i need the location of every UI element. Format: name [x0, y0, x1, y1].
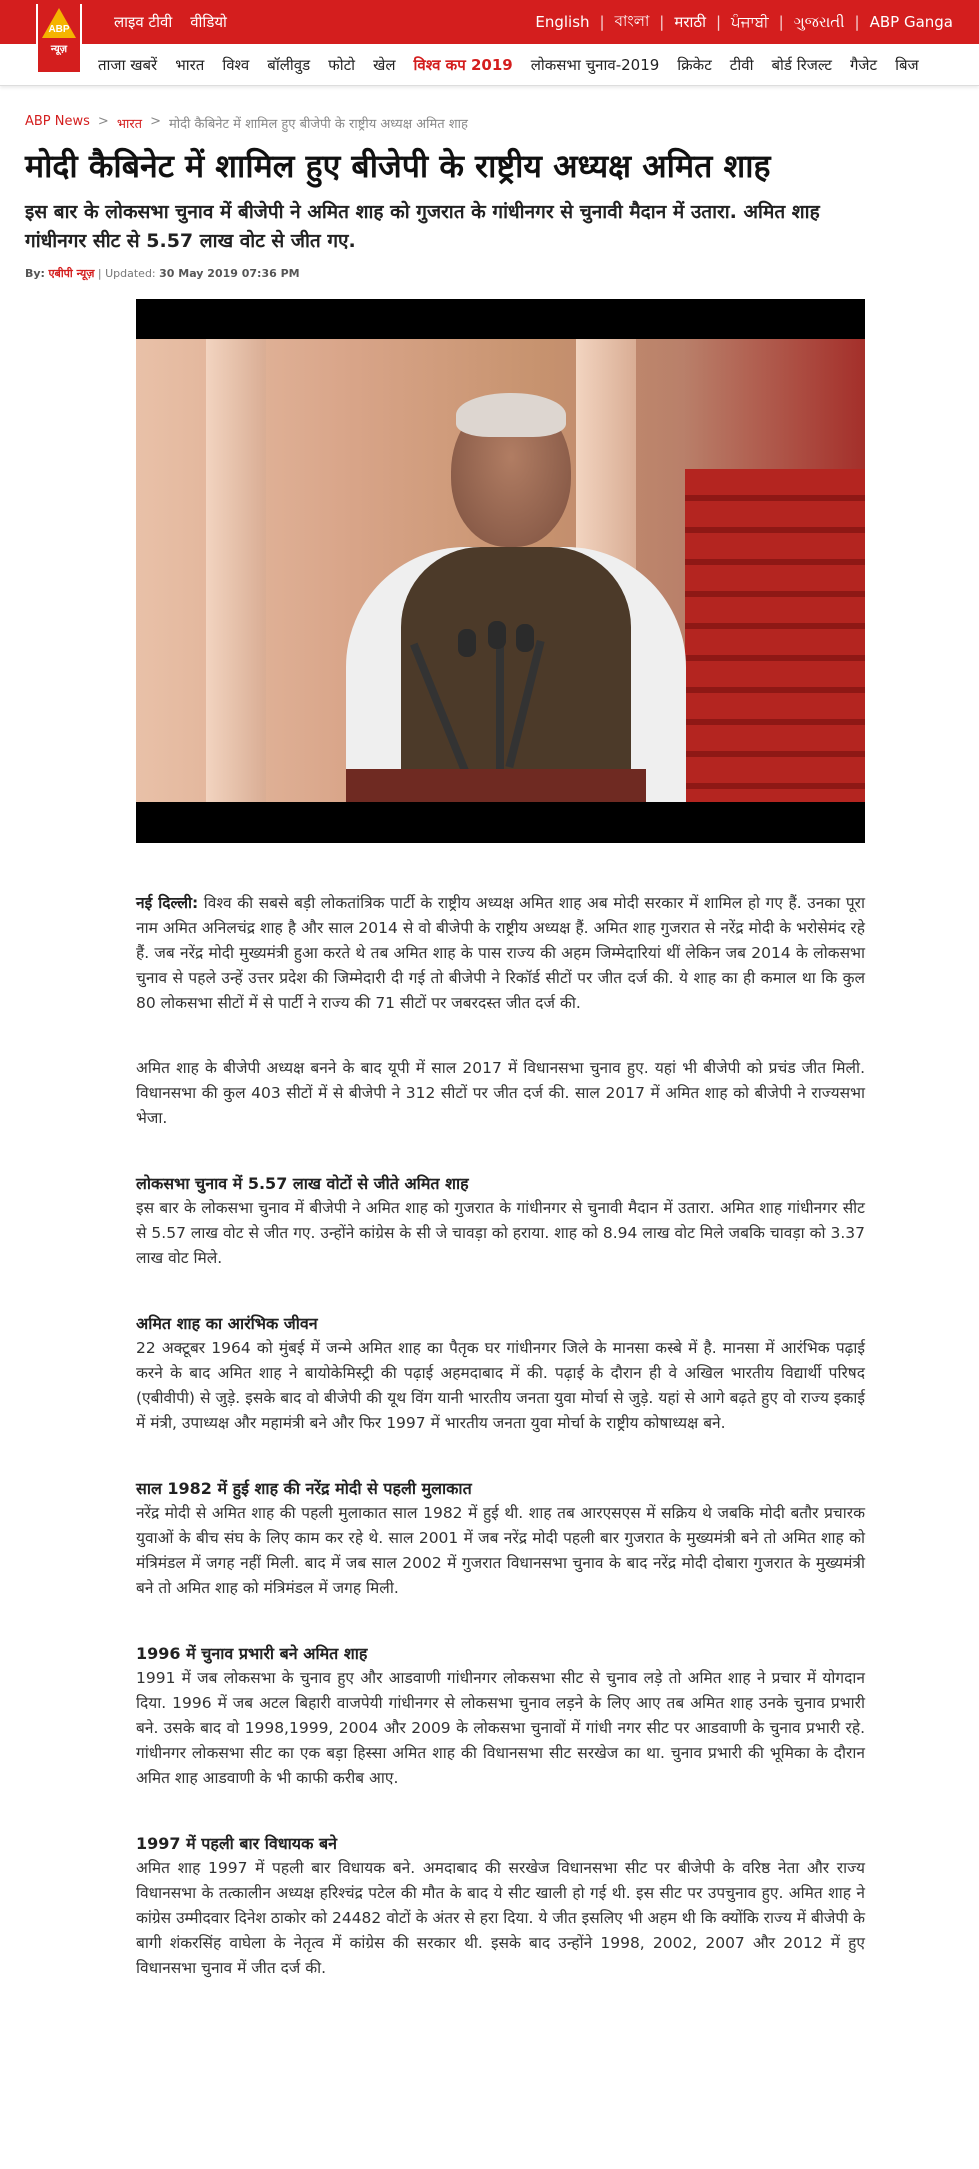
article-summary: इस बार के लोकसभा चुनाव में बीजेपी ने अमित शाह को गुजरात के गांधीनगर से चुनावी मैदान में उतारा. अमित शाह गांधीनगर सीट से 5.57 लाख वोट से जीत गए. — [25, 201, 820, 252]
live-tv-link[interactable]: लाइव टीवी — [114, 13, 173, 31]
section-heading: साल 1982 में हुई शाह की नरेंद्र मोदी से पहली मुलाकात — [136, 1479, 472, 1498]
microphone-icon — [458, 629, 476, 657]
logo-text: ABP — [48, 24, 70, 35]
section-text: नरेंद्र मोदी से अमित शाह की पहली मुलाकात साल 1982 में हुई थी. शाह तब आरएसएस में सक्रिय थे जबकि मोदी बतौर प्रचारक युवाओं के बीच संघ के लिए काम कर रहे थे. साल 2001 में जब नरेंद्र मोदी पहली बार गुजरात के मुख्यमंत्री बने तो अमित शाह को मंत्रिमंडल में जगह नहीं मिली. बाद में जब साल 2002 में गुजरात विधानसभा चुनाव के बाद नरेंद्र मोदी दोबारा गुजरात के मुख्यमंत्री बने तो अमित शाह को मंत्रिमंडल में जगह मिली. — [136, 1504, 865, 1597]
separator: | — [715, 13, 722, 31]
dateline: नई दिल्ली: — [136, 894, 199, 912]
byline — [25, 266, 883, 281]
separator: | — [778, 13, 784, 31]
main-nav — [0, 44, 979, 86]
breadcrumb-home[interactable]: ABP News — [25, 114, 90, 129]
paragraph-1-text: विश्व की सबसे बड़ी लोकतांत्रिक पार्टी के राष्ट्रीय अध्यक्ष अमित शाह अब मोदी सरकार में शामिल हो गए हैं. उनका पूरा नाम अमित अनिलचंद्र शाह है और साल 2014 से वो बीजेपी के राष्ट्रीय अध्यक्ष हैं. अमित शाह गुजरात से नरेंद्र मोदी के भरोसेमंद रहे हैं. जब नरेंद्र मोदी मुख्यमंत्री हुआ करते थे तब अमित शाह के पास राज्य की अहम जिम्मेदारियां थीं लेकिन जब 2014 के लोकसभा चुनाव से पहले उन्हें उत्तर प्रदेश की जिम्मेदारी दी गई तो बीजेपी ने रिकॉर्ड सीटों पर जीत दर्ज की. ये शाह का ही कमाल था कि कुल 80 लोकसभा सीटों में से पार्टी ने राज्य की 71 सीटों पर जबरदस्त जीत दर्ज की. — [136, 894, 865, 1012]
breadcrumb-current: मोदी कैबिनेट में शामिल हुए बीजेपी के राष्ट्रीय अध्यक्ष अमित शाह — [168, 117, 468, 132]
section-text: 1991 में जब लोकसभा के चुनाव हुए और आडवाणी गांधीनगर लोकसभा सीट से चुनाव लड़े तो अमित शाह ने प्रचार में योगदान दिया. 1996 में जब अटल बिहारी वाजपेयी गांधीनगर से लोकसभा चुनाव लड़ने के लिए आए तब अमित शाह उनके चुनाव प्रभारी बने. उसके बाद वो 1998,1999, 2004 और 2009 के लोकसभा चुनावों में गांधी नगर सीट पर आडवाणी के चुनाव प्रभारी रहे. गांधीनगर लोकसभा सीट का एक बड़ा हिस्सा अमित शाह की विधानसभा सीट सरखेज का था. चुनाव प्रभारी की भूमिका के दौरान अमित शाह आडवाणी के भी काफी करीब आए. — [136, 1669, 865, 1787]
nav-business[interactable]: बिज — [895, 55, 919, 74]
speaker-vest — [401, 547, 631, 802]
lang-gujarati-link[interactable]: ગુજરાતી — [793, 13, 845, 31]
by-label: By: — [25, 267, 45, 280]
microphone-icon — [488, 621, 506, 649]
paragraph-1 — [136, 891, 865, 1016]
separator: | — [599, 13, 605, 31]
speaker-hair — [456, 393, 566, 437]
breadcrumb-section[interactable]: भारत — [116, 117, 143, 132]
section-heading: लोकसभा चुनाव में 5.57 लाख वोटों से जीते अमित शाह — [136, 1174, 469, 1193]
author-link[interactable]: एबीपी न्यूज़ — [48, 267, 95, 280]
nav-elections[interactable]: लोकसभा चुनाव-2019 — [530, 55, 660, 74]
red-stairs — [685, 469, 865, 802]
nav-cricket[interactable]: क्रिकेट — [677, 55, 712, 74]
separator: | — [854, 13, 860, 31]
top-left-links — [114, 0, 227, 44]
nav-tv[interactable]: टीवी — [729, 55, 754, 74]
separator: | — [659, 13, 665, 31]
section-text: इस बार के लोकसभा चुनाव में बीजेपी ने अमित शाह को गुजरात के गांधीनगर से चुनावी मैदान में उतारा. अमित शाह गांधीनगर सीट से 5.57 लाख वोट से जीत गए. उन्होंने कांग्रेस के सी जे चावड़ा को हराया. शाह को 8.94 लाख वोट मिले जबकि चावड़ा को 3.37 लाख वोट मिले. — [136, 1199, 865, 1267]
section-heading: 1997 में पहली बार विधायक बने — [136, 1834, 337, 1853]
section-text: अमित शाह 1997 में पहली बार विधायक बने. अमदाबाद की सरखेज विधानसभा सीट पर बीजेपी के वरिष्ठ नेता और राज्य विधानसभा के तत्कालीन अध्यक्ष हरिश्चंद्र पटेल की मौत के बाद ये सीट खाली हो गई थी. इस सीट पर उपचुनाव हुए. अमित शाह ने कांग्रेस उम्मीदवार दिनेश ठाकोर को 24482 वोटों के अंतर से हरा दिया. ये जीत इसलिए भी अहम थी कि क्योंकि राज्य में बीजेपी के बागी शंकरसिंह वाघेला के नेतृत्व में कांग्रेस की सरकार थी. इसके बाद उन्होंने 1998, 2002, 2007 और 2012 में हुए विधानसभा चुनाव में जीत दर्ज की. — [136, 1859, 865, 1977]
video-link[interactable]: वीडियो — [190, 13, 227, 31]
background-pillar — [206, 339, 266, 802]
updated-date: 30 May 2019 07:36 PM — [159, 267, 300, 280]
microphone-stand — [496, 639, 504, 769]
nav-india[interactable]: भारत — [175, 55, 205, 74]
abp-ganga-link[interactable]: ABP Ganga — [869, 13, 953, 31]
lang-punjabi-link[interactable]: ਪੰਜਾਬੀ — [731, 13, 769, 31]
article-body — [136, 891, 865, 1981]
nav-gadget[interactable]: गैजेट — [849, 55, 878, 74]
nav-latest[interactable]: ताजा खबरें — [98, 55, 158, 74]
breadcrumb-sep: > — [150, 114, 161, 129]
lang-english-link[interactable]: English — [535, 13, 590, 31]
section-heading: अमित शाह का आरंभिक जीवन — [136, 1314, 318, 1333]
video-player[interactable] — [136, 299, 865, 843]
nav-world-cup[interactable]: विश्व कप 2019 — [413, 55, 513, 74]
top-bar — [0, 0, 979, 55]
breadcrumb — [25, 114, 883, 132]
nav-sports[interactable]: खेल — [373, 55, 396, 74]
section-text: 22 अक्टूबर 1964 को मुंबई में जन्मे अमित शाह का पैतृक घर गांधीनगर जिले के मानसा कस्बे में है. मानसा में आरंभिक पढ़ाई करने के बाद अमित शाह ने बायोकेमिस्ट्री की पढ़ाई अहमदाबाद में की. पढ़ाई के दौरान ही वे अखिल भारतीय विद्यार्थी परिषद (एबीवीपी) से जुड़े. इसके बाद वो बीजेपी की यूथ विंग यानी भारतीय जनता युवा मोर्चा से जुड़े. यहां से आगे बढ़ते हुए वो राज्य इकाई में मंत्री, उपाध्यक्ष और महामंत्री बने और फिर 1997 में भारतीय जनता युवा मोर्चा के राष्ट्रीय कोषाध्यक्ष बने. — [136, 1339, 865, 1432]
article-title: मोदी कैबिनेट में शामिल हुए बीजेपी के राष्ट्रीय अध्यक्ष अमित शाह — [25, 147, 771, 185]
abp-news-logo[interactable] — [36, 4, 82, 74]
podium — [346, 769, 646, 802]
nav-world[interactable]: विश्व — [222, 55, 250, 74]
nav-board-result[interactable]: बोर्ड रिजल्ट — [771, 55, 832, 74]
nav-bollywood[interactable]: बॉलीवुड — [267, 55, 311, 74]
nav-photo[interactable]: फोटो — [328, 55, 356, 74]
logo-hindi-text: न्यूज़ — [50, 44, 68, 55]
section-heading: 1996 में चुनाव प्रभारी बने अमित शाह — [136, 1644, 368, 1663]
paragraph-2: अमित शाह के बीजेपी अध्यक्ष बनने के बाद यूपी में साल 2017 में विधानसभा चुनाव हुए. यहां भी बीजेपी को प्रचंड जीत मिली. विधानसभा की कुल 403 सीटों में से बीजेपी ने 312 सीटों पर जीत दर्ज की. साल 2017 में अमित शाह को बीजेपी ने राज्यसभा भेजा. — [136, 1059, 865, 1127]
breadcrumb-sep: > — [97, 114, 109, 129]
video-frame-image — [136, 339, 865, 802]
updated-label: | Updated: — [97, 267, 156, 280]
language-links — [535, 0, 953, 44]
main-content — [25, 114, 883, 1981]
lang-bangla-link[interactable]: বাংলা — [614, 11, 650, 30]
microphone-icon — [516, 624, 534, 652]
lang-marathi-link[interactable]: मराठी — [674, 13, 706, 31]
